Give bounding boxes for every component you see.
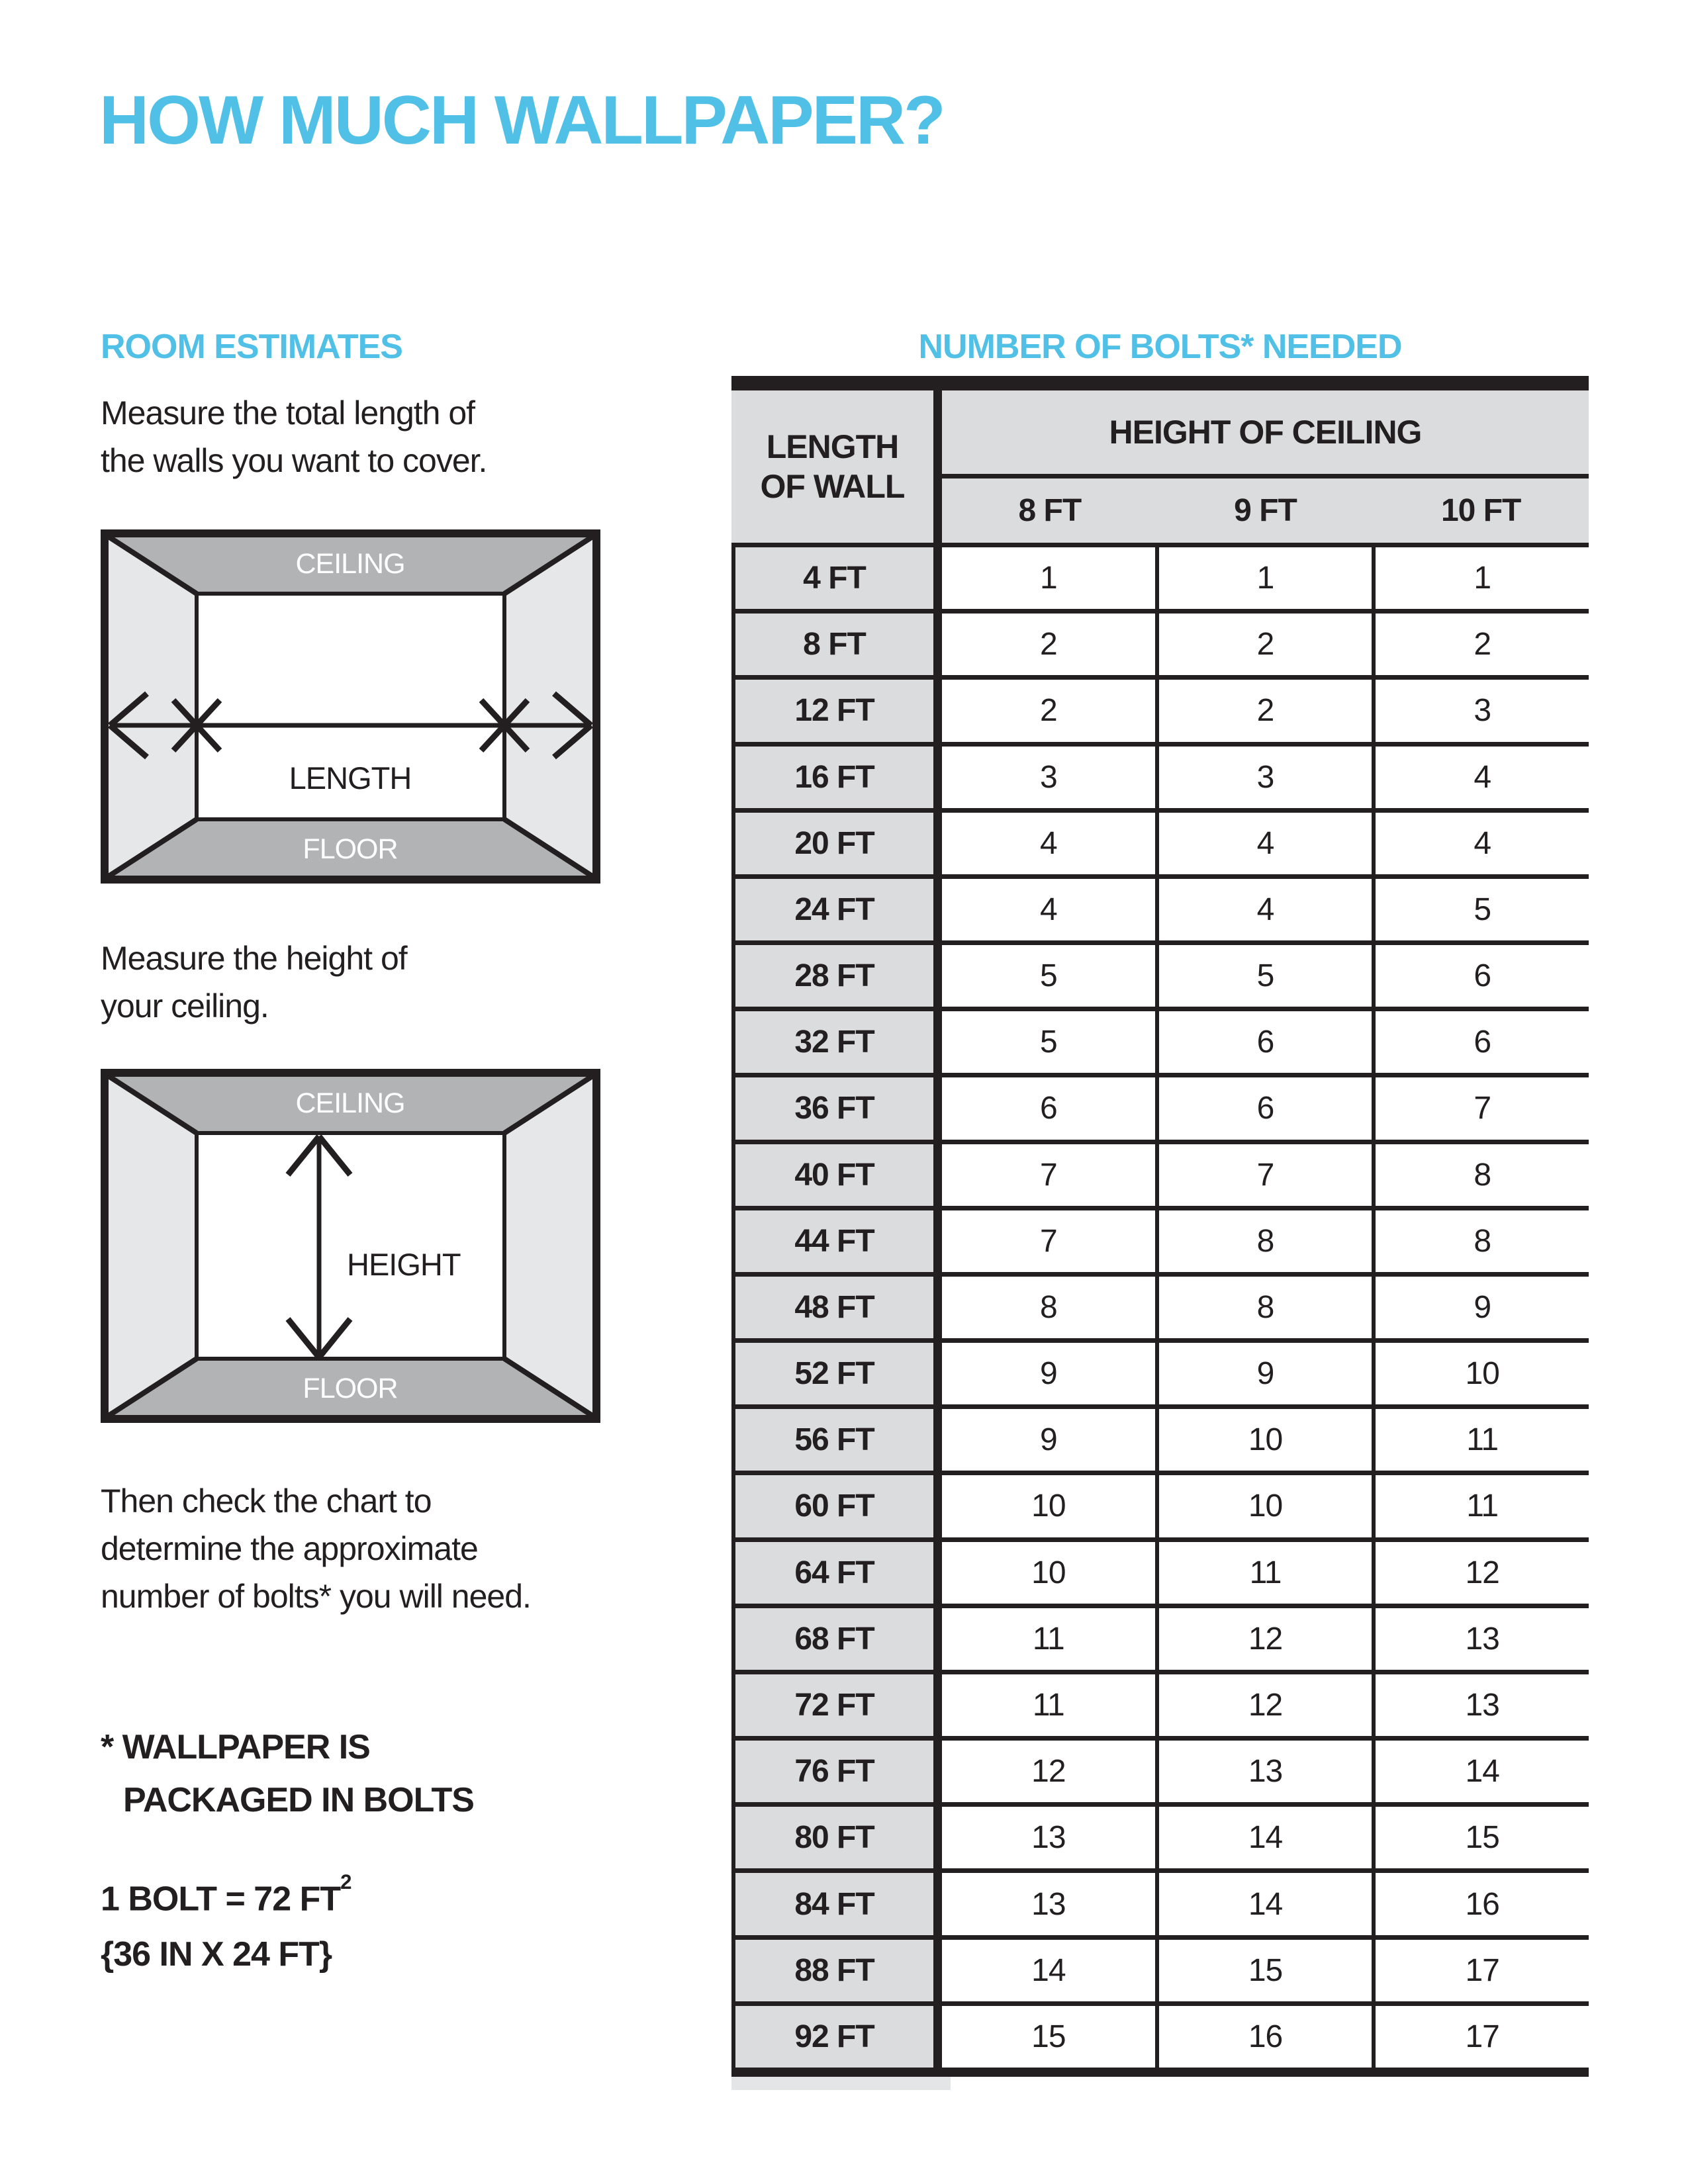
row-label: 12 FT [735, 680, 942, 741]
bolt-count-cell: 11 [1155, 1542, 1372, 1604]
bolts-needed-table [731, 376, 1589, 2077]
table-row [735, 1073, 1589, 1139]
bolt-count-cell: 3 [1155, 747, 1372, 808]
bolt-count-cell: 5 [1155, 945, 1372, 1007]
bolt-dimensions: {36 IN X 24 FT} [101, 1935, 332, 1974]
bolt-count-cell: 8 [1155, 1210, 1372, 1272]
bolt-count-cell: 8 [942, 1277, 1155, 1338]
bolt-count-cell: 9 [1155, 1343, 1372, 1404]
room-length-diagram [101, 529, 600, 884]
row-label: 68 FT [735, 1608, 942, 1670]
paragraph-line: Then check the chart to [101, 1482, 432, 1520]
bolt-count-cell: 8 [1155, 1277, 1372, 1338]
measure-height-paragraph [101, 934, 407, 1030]
paragraph-line: determine the approximate [101, 1530, 478, 1567]
room-height-svg [101, 1069, 600, 1423]
table-row [735, 1935, 1589, 2001]
row-label: 92 FT [735, 2006, 942, 2068]
bolt-count-cell: 13 [1372, 1674, 1589, 1736]
bolt-count-cell: 5 [1372, 879, 1589, 940]
bolt-count-cell: 13 [1155, 1741, 1372, 1802]
row-label: 16 FT [735, 747, 942, 808]
bolt-count-cell: 2 [942, 614, 1155, 675]
footnote-line: * WALLPAPER IS [101, 1728, 370, 1766]
paragraph-line: Measure the total length of [101, 394, 475, 432]
header-divider-line [942, 474, 1589, 478]
paragraph-line: Measure the height of [101, 940, 407, 977]
table-row [735, 1802, 1589, 1868]
table-bottom-border [731, 2068, 1589, 2077]
bolt-count-cell: 13 [942, 1873, 1155, 1934]
bolt-count-cell: 17 [1372, 2006, 1589, 2068]
table-row [735, 675, 1589, 741]
row-label: 88 FT [735, 1940, 942, 2001]
bolt-count-cell: 12 [1372, 1542, 1589, 1604]
footnote-line: PACKAGED IN BOLTS [123, 1781, 474, 1819]
bolt-count-cell: 15 [942, 2006, 1155, 2068]
table-row [735, 1007, 1589, 1073]
bolt-count-cell: 8 [1372, 1210, 1589, 1272]
table-row [735, 1404, 1589, 1471]
bolt-count-cell: 13 [942, 1807, 1155, 1868]
bolt-count-cell: 4 [942, 813, 1155, 874]
table-body [731, 543, 1589, 2068]
bolt-count-cell: 2 [1155, 680, 1372, 741]
bolt-count-cell: 14 [942, 1940, 1155, 2001]
bolt-count-cell: 6 [1155, 1077, 1372, 1139]
row-label: 48 FT [735, 1277, 942, 1338]
bolt-count-cell: 7 [942, 1144, 1155, 1206]
bolt-count-cell: 11 [1372, 1475, 1589, 1537]
row-label: 60 FT [735, 1475, 942, 1537]
bolt-count-cell: 12 [942, 1741, 1155, 1802]
bolt-count-cell: 3 [942, 747, 1155, 808]
bolt-count-cell: 7 [942, 1210, 1155, 1272]
row-label: 20 FT [735, 813, 942, 874]
table-row [735, 1736, 1589, 1802]
bolt-count-cell: 10 [1372, 1343, 1589, 1404]
bolt-count-cell: 13 [1372, 1608, 1589, 1670]
bolt-count-cell: 5 [942, 1011, 1155, 1073]
bolt-count-cell: 11 [1372, 1409, 1589, 1471]
measure-length-paragraph [101, 389, 487, 484]
bolt-count-cell: 14 [1155, 1873, 1372, 1934]
ceiling-label: CEILING [295, 1087, 405, 1119]
bolt-count-cell: 10 [942, 1542, 1155, 1604]
table-row [735, 940, 1589, 1007]
row-label: 24 FT [735, 879, 942, 940]
wallpaper-bolts-footnote [101, 1721, 474, 1827]
room-height-diagram [101, 1069, 600, 1423]
bolt-count-cell: 7 [1372, 1077, 1589, 1139]
bolt-equation-exponent: 2 [340, 1870, 352, 1893]
bolt-count-cell: 4 [1372, 813, 1589, 874]
bolt-count-cell: 9 [942, 1409, 1155, 1471]
row-label: 72 FT [735, 1674, 942, 1736]
bolt-size-info [101, 1864, 352, 1982]
bolt-count-cell: 2 [1155, 614, 1372, 675]
row-header-line: LENGTH [766, 428, 899, 465]
row-label: 84 FT [735, 1873, 942, 1934]
bolt-count-cell: 12 [1155, 1608, 1372, 1670]
sub-header-row [942, 478, 1589, 543]
row-header-line: OF WALL [760, 468, 905, 505]
row-label: 44 FT [735, 1210, 942, 1272]
row-label: 28 FT [735, 945, 942, 1007]
row-label: 56 FT [735, 1409, 942, 1471]
length-label: LENGTH [289, 760, 412, 796]
bolt-count-cell: 5 [942, 945, 1155, 1007]
paragraph-line: your ceiling. [101, 987, 269, 1024]
table-row [735, 1537, 1589, 1604]
bolt-count-cell: 6 [1155, 1011, 1372, 1073]
bolt-count-cell: 17 [1372, 1940, 1589, 2001]
table-footer-artifact [731, 2077, 951, 2090]
table-row [735, 1604, 1589, 1670]
bolt-count-cell: 1 [1372, 547, 1589, 609]
bolt-count-cell: 14 [1372, 1741, 1589, 1802]
bolt-count-cell: 10 [1155, 1475, 1372, 1537]
table-row [735, 1140, 1589, 1206]
paragraph-line: the walls you want to cover. [101, 442, 487, 479]
bolt-count-cell: 2 [942, 680, 1155, 741]
table-row [735, 1868, 1589, 1934]
table-row [735, 543, 1589, 609]
row-label: 40 FT [735, 1144, 942, 1206]
bolt-count-cell: 6 [1372, 1011, 1589, 1073]
bolt-count-cell: 15 [1155, 1940, 1372, 2001]
bolt-count-cell: 10 [1155, 1409, 1372, 1471]
bolts-needed-heading: NUMBER OF BOLTS* NEEDED [918, 328, 1402, 366]
row-label: 36 FT [735, 1077, 942, 1139]
table-row [735, 1272, 1589, 1338]
table-header [731, 390, 1589, 543]
bolt-count-cell: 1 [1155, 547, 1372, 609]
bolt-count-cell: 1 [942, 547, 1155, 609]
bolt-count-cell: 15 [1372, 1807, 1589, 1868]
bolt-equation-text: 1 BOLT = 72 FT [101, 1880, 341, 1919]
back-wall [197, 1133, 504, 1359]
row-label: 4 FT [735, 547, 942, 609]
room-estimates-heading: ROOM ESTIMATES [101, 328, 402, 366]
table-row [735, 1206, 1589, 1272]
row-header-cell [731, 390, 942, 543]
paragraph-line: number of bolts* you will need. [101, 1578, 531, 1615]
bolt-count-cell: 4 [1155, 813, 1372, 874]
bolt-count-cell: 16 [1155, 2006, 1372, 2068]
row-label: 80 FT [735, 1807, 942, 1868]
bolt-equation [101, 1864, 352, 1927]
bolt-count-cell: 11 [942, 1674, 1155, 1736]
column-group-header [942, 390, 1589, 543]
row-label: 52 FT [735, 1343, 942, 1404]
row-label: 64 FT [735, 1542, 942, 1604]
column-header-9ft: 9 FT [1234, 493, 1297, 528]
bolt-count-cell: 6 [942, 1077, 1155, 1139]
bolt-count-cell: 6 [1372, 945, 1589, 1007]
bolt-count-cell: 4 [1372, 747, 1589, 808]
table-top-border [731, 376, 1589, 390]
table-row [735, 808, 1589, 874]
row-label: 8 FT [735, 614, 942, 675]
bolt-count-cell: 4 [942, 879, 1155, 940]
bolt-count-cell: 3 [1372, 680, 1589, 741]
table-row [735, 874, 1589, 940]
bolt-count-cell: 9 [1372, 1277, 1589, 1338]
table-row [735, 609, 1589, 675]
bolt-count-cell: 11 [942, 1608, 1155, 1670]
table-row [735, 1338, 1589, 1404]
bolt-count-cell: 9 [942, 1343, 1155, 1404]
table-row [735, 1670, 1589, 1736]
table-row [735, 742, 1589, 808]
room-length-svg [101, 529, 600, 884]
bolt-count-cell: 4 [1155, 879, 1372, 940]
bolt-count-cell: 8 [1372, 1144, 1589, 1206]
bolt-count-cell: 7 [1155, 1144, 1372, 1206]
floor-label: FLOOR [303, 833, 398, 865]
check-chart-paragraph [101, 1477, 531, 1620]
table-row [735, 2001, 1589, 2068]
row-label: 32 FT [735, 1011, 942, 1073]
bolt-count-cell: 16 [1372, 1873, 1589, 1934]
column-header-10ft: 10 FT [1440, 493, 1521, 528]
bolt-count-cell: 2 [1372, 614, 1589, 675]
row-label: 76 FT [735, 1741, 942, 1802]
height-of-ceiling-header: HEIGHT OF CEILING [942, 390, 1589, 474]
ceiling-label: CEILING [295, 548, 405, 580]
table-row [735, 1471, 1589, 1537]
bolt-count-cell: 14 [1155, 1807, 1372, 1868]
bolt-count-cell: 12 [1155, 1674, 1372, 1736]
column-header-8ft: 8 FT [1018, 493, 1082, 528]
floor-label: FLOOR [303, 1373, 398, 1404]
page-title: HOW MUCH WALLPAPER? [99, 82, 944, 159]
height-label: HEIGHT [347, 1247, 461, 1282]
bolt-count-cell: 10 [942, 1475, 1155, 1537]
